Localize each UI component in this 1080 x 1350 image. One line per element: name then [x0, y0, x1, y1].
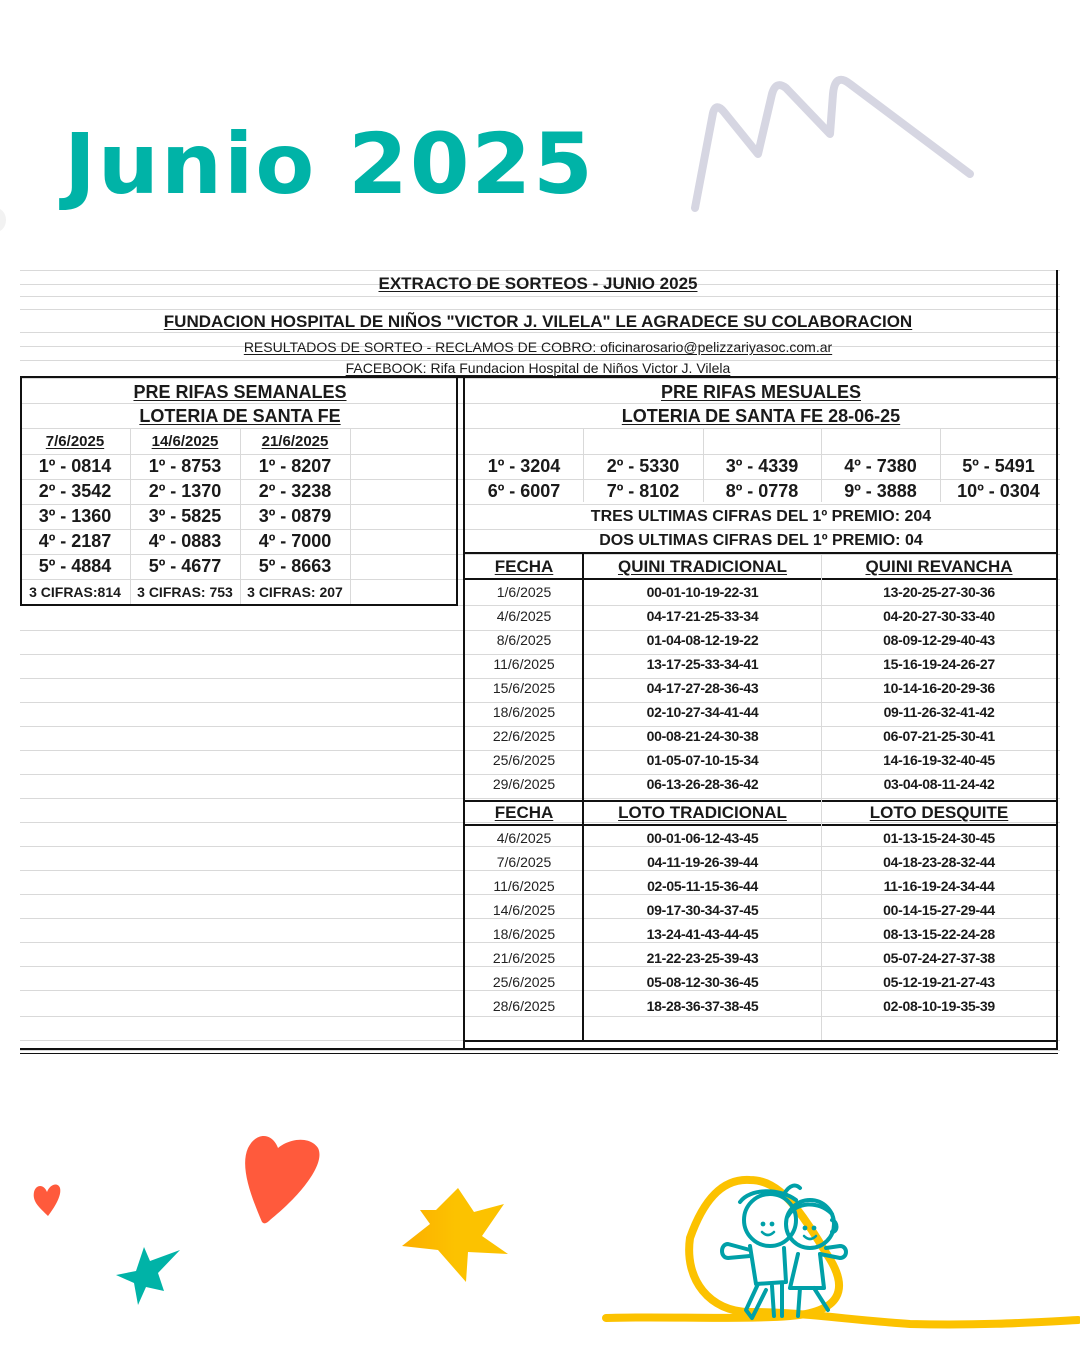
loto-date: 7/6/2025 [496, 854, 552, 870]
loto-numbers: 11-16-19-24-34-44 [883, 878, 995, 894]
quini-column-header: FECHA [494, 556, 554, 576]
weekly-3-cifras: 3 CIFRAS:814 [29, 584, 121, 600]
thanks-banner: FUNDACION HOSPITAL DE NIÑOS "VICTOR J. VILELA" LE AGRADECE SU COLABORACION [163, 312, 913, 331]
quini-date: 22/6/2025 [492, 728, 556, 744]
monthly-prize: 3º - 4339 [725, 456, 799, 476]
loto-date: 28/6/2025 [492, 998, 556, 1014]
sheet-title: EXTRACTO DE SORTEOS - JUNIO 2025 [378, 274, 698, 293]
contact-line[interactable]: RESULTADOS DE SORTEO - RECLAMOS DE COBRO: oficinarosario@pelizzariyasoc.com.ar [243, 339, 833, 355]
teal-star-icon [108, 1245, 198, 1310]
monthly-title: PRE RIFAS MESUALES [660, 381, 862, 402]
weekly-title: PRE RIFAS SEMANALES [133, 381, 347, 402]
gridline [20, 270, 1060, 271]
weekly-prize: 3º - 1360 [38, 506, 112, 526]
quini-numbers: 04-17-21-25-33-34 [646, 608, 759, 624]
tres-ultimas-cifras: TRES ULTIMAS CIFRAS DEL 1º PREMIO: 204 [590, 507, 932, 525]
weekly-prize: 2º - 1370 [148, 481, 222, 501]
loto-column-header: LOTO DESQUITE [869, 803, 1009, 822]
loto-numbers: 09-17-30-34-37-45 [646, 902, 759, 918]
monthly-prize: 1º - 3204 [487, 456, 561, 476]
quini-numbers: 15-16-19-24-26-27 [883, 656, 995, 672]
quini-column-header: QUINI TRADICIONAL [617, 556, 788, 576]
foundation-logo-icon [600, 1160, 1080, 1330]
facebook-line[interactable]: FACEBOOK: Rifa Fundacion Hospital de Niños Victor J. Vilela [345, 360, 731, 376]
loto-column-header: FECHA [494, 803, 554, 822]
quini-numbers: 04-17-27-28-36-43 [646, 680, 759, 696]
monthly-prize: 5º - 5491 [962, 456, 1035, 476]
loto-numbers: 04-11-19-26-39-44 [647, 854, 758, 870]
large-heart-icon [230, 1130, 350, 1230]
weekly-3-cifras: 3 CIFRAS: 207 [247, 584, 343, 600]
loto-numbers: 05-07-24-27-37-38 [883, 950, 995, 966]
monthly-prize: 9º - 3888 [844, 481, 917, 501]
quini-numbers: 01-04-08-12-19-22 [646, 632, 759, 648]
weekly-prize: 2º - 3542 [38, 481, 112, 501]
loto-numbers: 00-14-15-27-29-44 [883, 902, 995, 918]
loto-date: 14/6/2025 [492, 902, 556, 918]
quini-date: 1/6/2025 [496, 584, 552, 600]
loto-date: 11/6/2025 [493, 878, 555, 894]
quini-date: 4/6/2025 [496, 608, 552, 624]
gridline [20, 798, 1060, 799]
loto-numbers: 02-05-11-15-36-44 [647, 878, 758, 894]
monthly-subtitle: LOTERIA DE SANTA FE 28-06-25 [621, 405, 901, 426]
quini-numbers: 13-20-25-27-30-36 [883, 584, 995, 600]
weekly-prize: 3º - 0879 [258, 506, 332, 526]
yellow-star-icon [368, 1180, 518, 1290]
small-heart-icon [30, 1180, 70, 1220]
weekly-prize: 5º - 8663 [258, 556, 332, 576]
weekly-prize: 5º - 4884 [38, 556, 112, 576]
monthly-prize: 6º - 6007 [487, 481, 561, 501]
edge-decoration [0, 208, 6, 232]
weekly-prize: 5º - 4677 [148, 556, 222, 576]
quini-date: 8/6/2025 [496, 632, 552, 648]
weekly-date-header: 7/6/2025 [45, 432, 105, 450]
quini-numbers: 04-20-27-30-33-40 [883, 608, 995, 624]
loto-numbers: 05-12-19-21-27-43 [883, 974, 995, 990]
loto-numbers: 05-08-12-30-36-45 [646, 974, 759, 990]
loto-numbers: 18-28-36-37-38-45 [646, 998, 759, 1014]
weekly-prize: 1º - 8753 [148, 456, 222, 476]
loto-date: 18/6/2025 [492, 926, 556, 942]
monthly-bottom-border [463, 1040, 1058, 1042]
monthly-prize: 10º - 0304 [957, 481, 1040, 501]
loto-numbers: 01-13-15-24-30-45 [883, 830, 995, 846]
loto-date: 21/6/2025 [492, 950, 556, 966]
weekly-prize: 2º - 3238 [258, 481, 332, 501]
sheet-bottom-border-2 [20, 1053, 1058, 1054]
weekly-prize: 4º - 2187 [38, 531, 112, 551]
monthly-prize: 2º - 5330 [606, 456, 680, 476]
sheet-bottom-border [20, 1048, 1058, 1050]
quini-numbers: 09-11-26-32-41-42 [883, 704, 995, 720]
loto-column-header: LOTO TRADICIONAL [618, 803, 787, 822]
loto-numbers: 02-08-10-19-35-39 [883, 998, 995, 1014]
loto-numbers: 00-01-06-12-43-45 [646, 830, 759, 846]
dos-ultimas-cifras: DOS ULTIMAS CIFRAS DEL 1º PREMIO: 04 [599, 532, 923, 549]
monthly-prize: 7º - 8102 [606, 481, 680, 501]
monthly-prize: 8º - 0778 [725, 481, 799, 501]
quini-numbers: 06-13-26-28-36-42 [646, 776, 759, 792]
quini-numbers: 03-04-08-11-24-42 [883, 776, 995, 792]
loto-numbers: 08-13-15-22-24-28 [883, 926, 995, 942]
loto-numbers: 04-18-23-28-32-44 [883, 854, 995, 870]
quini-numbers: 00-01-10-19-22-31 [646, 584, 759, 600]
loto-numbers: 13-24-41-43-44-45 [646, 926, 759, 942]
page-title: Junio 2025 [64, 115, 595, 213]
weekly-date-header: 14/6/2025 [151, 432, 219, 450]
zigzag-decoration-icon [680, 70, 980, 220]
gridline [20, 1050, 1060, 1051]
quini-date: 18/6/2025 [492, 704, 556, 720]
weekly-prize: 1º - 8207 [258, 456, 332, 476]
monthly-prize: 4º - 7380 [844, 456, 917, 476]
quini-numbers: 13-17-25-33-34-41 [646, 656, 759, 672]
quini-numbers: 06-07-21-25-30-41 [883, 728, 995, 744]
gridline [20, 296, 1060, 297]
results-sheet [20, 270, 1060, 1054]
quini-numbers: 10-14-16-20-29-36 [883, 680, 995, 696]
quini-date: 29/6/2025 [492, 776, 556, 792]
loto-date: 25/6/2025 [492, 974, 556, 990]
quini-numbers: 02-10-27-34-41-44 [646, 704, 759, 720]
gridline [350, 428, 351, 604]
weekly-prize: 1º - 0814 [38, 456, 112, 476]
weekly-3-cifras: 3 CIFRAS: 753 [137, 584, 233, 600]
quini-numbers: 00-08-21-24-30-38 [646, 728, 759, 744]
gridline [20, 378, 1060, 379]
weekly-subtitle: LOTERIA DE SANTA FE [139, 405, 341, 426]
quini-numbers: 14-16-19-32-40-45 [883, 752, 995, 768]
weekly-prize: 4º - 0883 [148, 531, 222, 551]
weekly-date-header: 21/6/2025 [261, 432, 329, 450]
quini-numbers: 01-05-07-10-15-34 [646, 752, 759, 768]
loto-date: 4/6/2025 [496, 830, 552, 846]
quini-date: 25/6/2025 [492, 752, 556, 768]
quini-column-header: QUINI REVANCHA [865, 556, 1013, 576]
loto-numbers: 21-22-23-25-39-43 [646, 950, 759, 966]
quini-date: 11/6/2025 [493, 656, 555, 672]
weekly-prize: 4º - 7000 [258, 531, 332, 551]
quini-numbers: 08-09-12-29-40-43 [883, 632, 995, 648]
weekly-prize: 3º - 5825 [148, 506, 222, 526]
quini-date: 15/6/2025 [492, 680, 556, 696]
